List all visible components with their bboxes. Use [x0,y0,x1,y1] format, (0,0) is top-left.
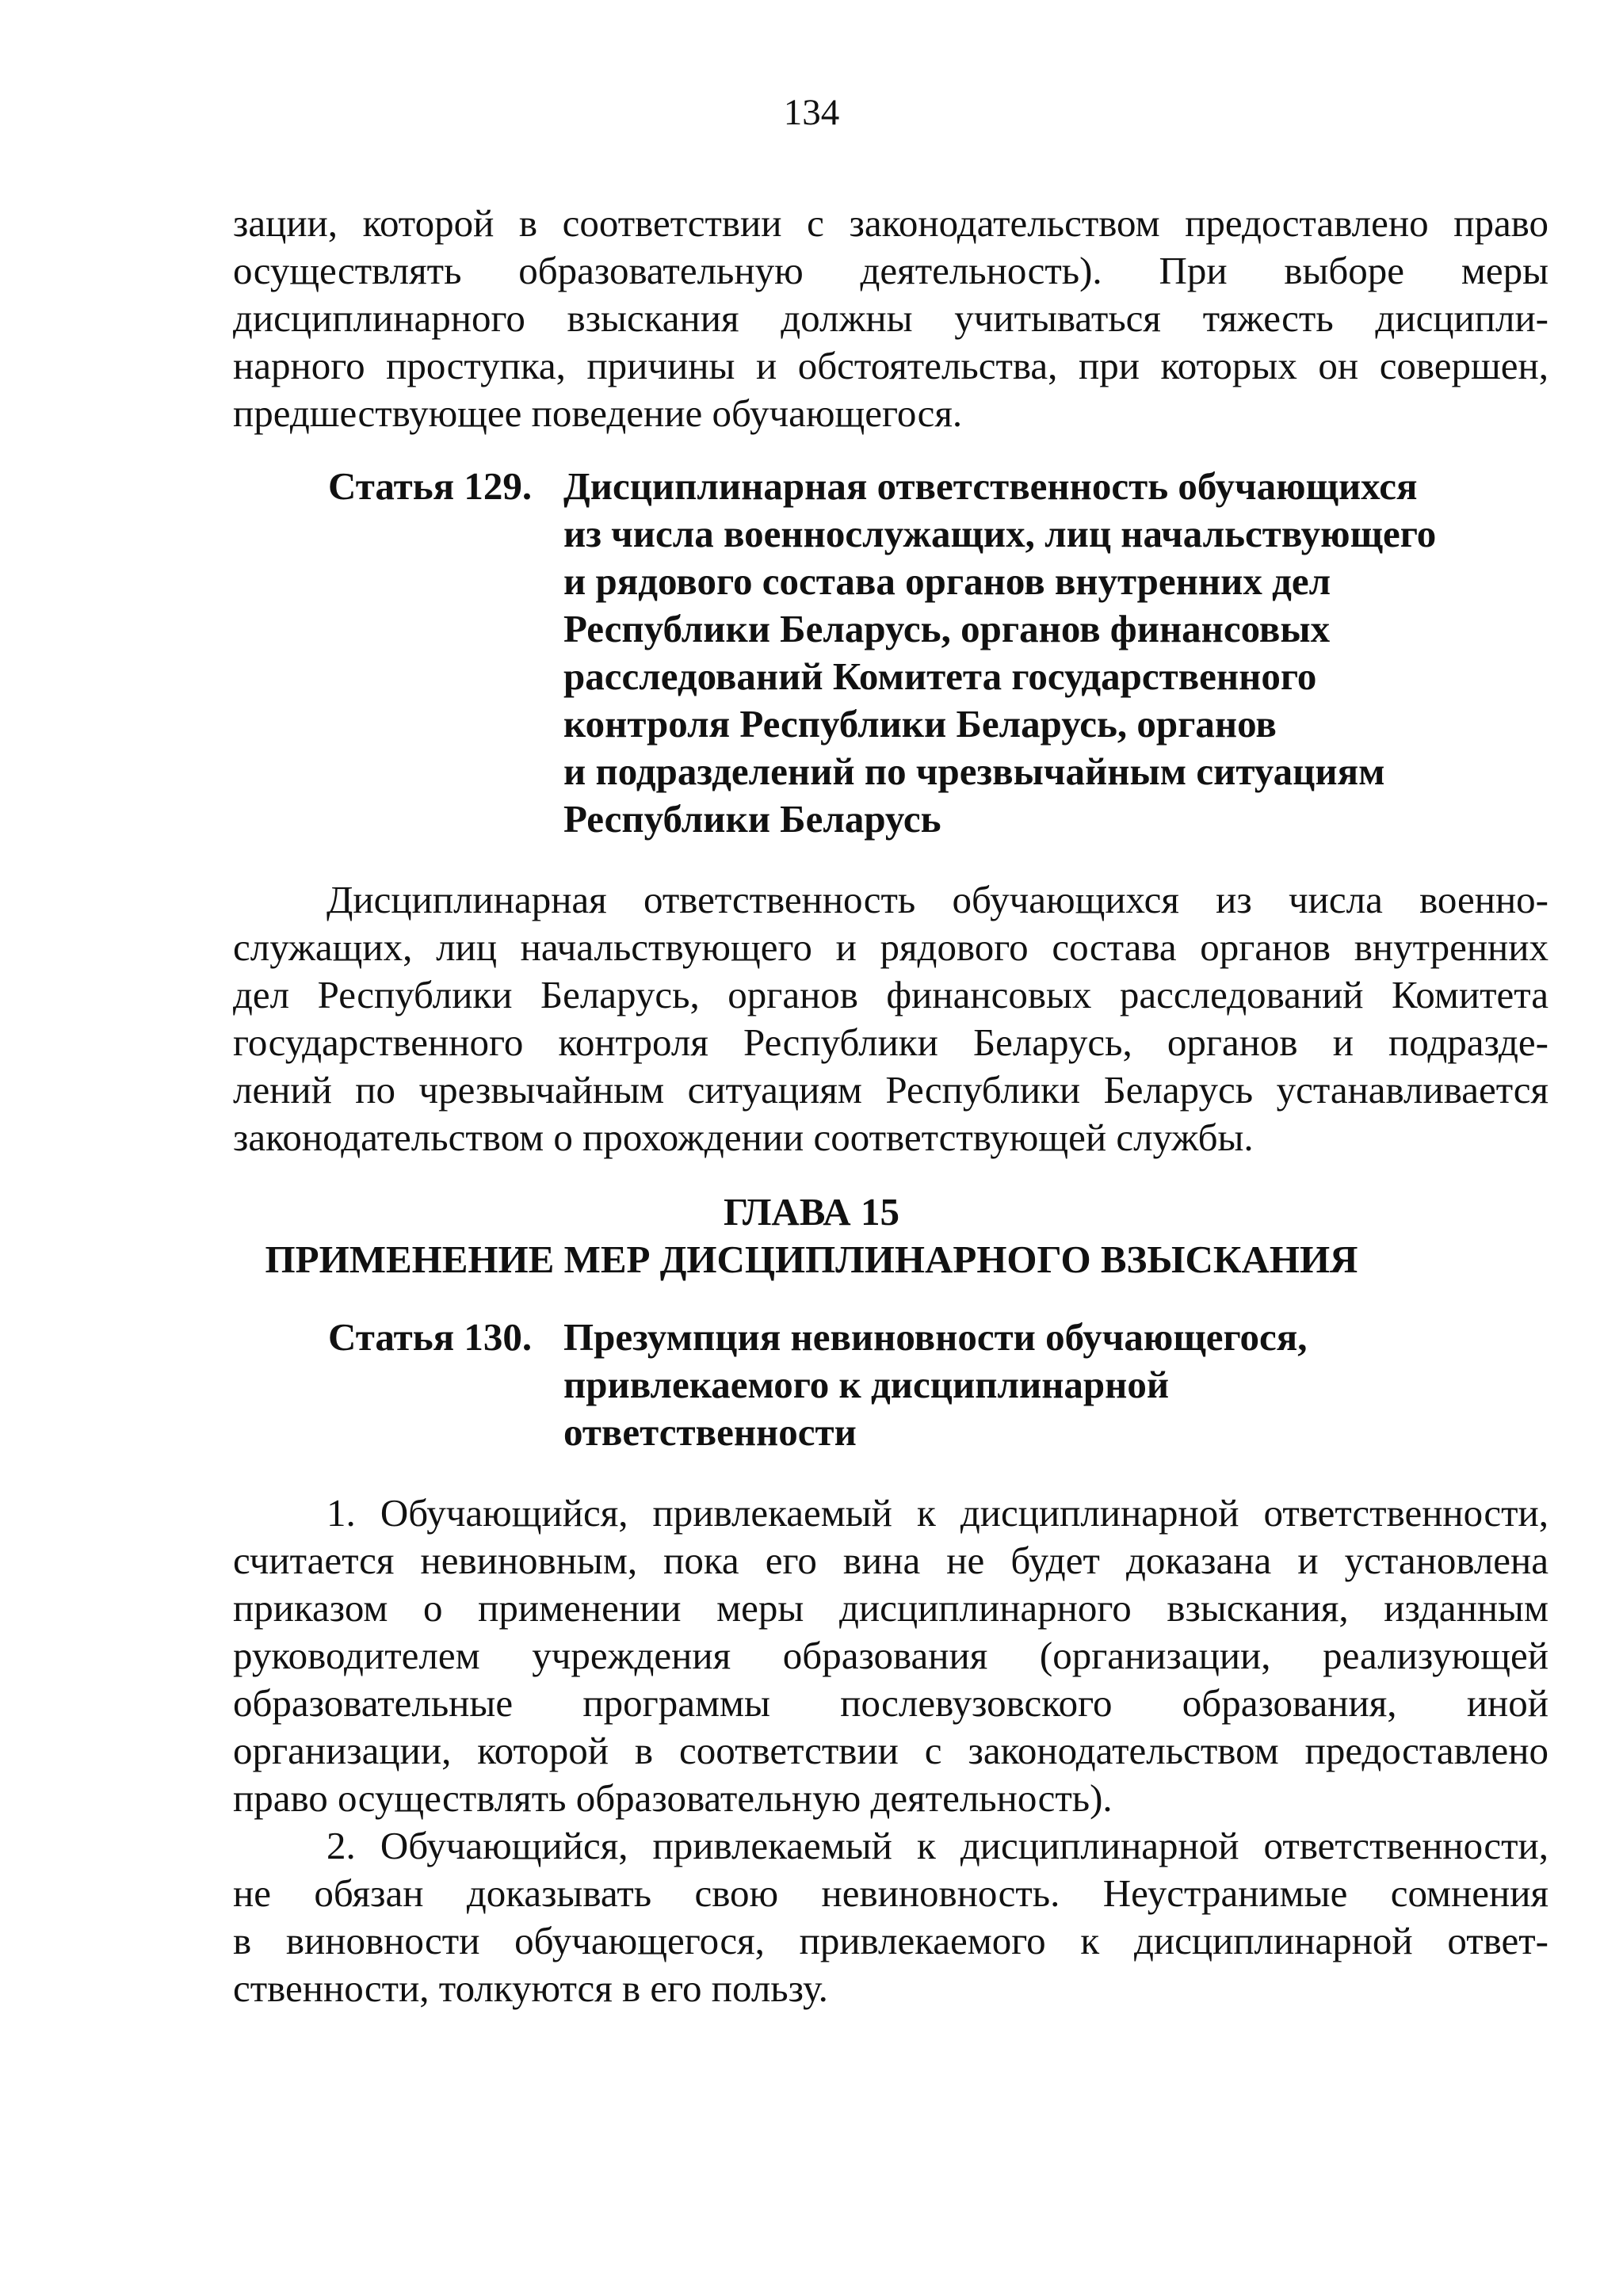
intro-line: осуществлять образовательную деятельность). При выборе меры [233,249,1549,292]
article-130-point-2-line: 2. Обучающийся, привлекаемый к дисциплинарной ответственности, [327,1824,1549,1867]
article-129-title-line: расследований Комитета государственного [563,654,1317,698]
article-129-body-line: дел Республики Беларусь, органов финансовых расследований Комитета [233,973,1549,1016]
intro-line: нарного проступка, причины и обстоятельства, при которых он совершен, [233,344,1549,387]
chapter-title: ПРИМЕНЕНИЕ МЕР ДИСЦИПЛИНАРНОГО ВЗЫСКАНИЯ [265,1238,1358,1281]
intro-line: дисциплинарного взыскания должны учитываться тяжесть дисципли- [233,296,1549,340]
article-130-title-line: Презумпция невиновности обучающегося, [563,1315,1308,1359]
intro-line: предшествующее поведение обучающегося. [233,391,963,435]
article-129-body-line: служащих, лиц начальствующего и рядового состава органов внутренних [233,925,1549,969]
article-129-title-line: и рядового состава органов внутренних дел [563,559,1331,603]
article-129-title-line: Республики Беларусь, органов финансовых [563,607,1331,650]
article-130-label: Статья 130. [328,1315,533,1359]
intro-line: зации, которой в соответствии с законодательством предоставлено право [233,201,1549,245]
article-129-title-line: и подразделений по чрезвычайным ситуациям [563,749,1385,793]
article-129-body-line: государственного контроля Республики Беларусь, органов и подразде- [233,1020,1549,1064]
article-129-title-line: из числа военнослужащих, лиц начальствующего [563,512,1437,555]
article-129-body-line: Дисциплинарная ответственность обучающихся из числа военно- [327,878,1549,921]
article-130-point-1-line: организации, которой в соответствии с законодательством предоставлено [233,1729,1549,1772]
page-number: 134 [783,92,840,133]
article-130-title-line: ответственности [563,1410,857,1454]
article-130-title-line: привлекаемого к дисциплинарной [563,1363,1170,1406]
article-130-point-2-line: не обязан доказывать свою невиновность. Неустранимые сомнения [233,1871,1549,1915]
chapter-number: ГЛАВА 15 [724,1190,899,1234]
article-130-point-1-line: считается невиновным, пока его вина не будет доказана и установлена [233,1539,1549,1582]
article-130-point-1-line: право осуществлять образовательную деятельность). [233,1776,1113,1820]
article-129-label: Статья 129. [328,464,533,508]
article-130-point-1-line: руководителем учреждения образования (организации, реализующей [233,1634,1549,1677]
article-130-point-2-line: ственности, толкуются в его пользу. [233,1966,828,2010]
article-130-point-1-line: 1. Обучающийся, привлекаемый к дисциплинарной ответственности, [327,1491,1549,1535]
article-130-point-2-line: в виновности обучающегося, привлекаемого к дисциплинарной ответ- [233,1919,1549,1962]
article-130-point-1-line: приказом о применении меры дисциплинарного взыскания, изданным [233,1586,1549,1630]
article-129-body-line: лений по чрезвычайным ситуациям Республики Беларусь устанавливается [233,1068,1549,1112]
article-129-title-line: контроля Республики Беларусь, органов [563,702,1277,746]
article-129-title-line: Дисциплинарная ответственность обучающихся [563,464,1418,508]
article-129-title-line: Республики Беларусь [563,797,941,841]
article-129-body-line: законодательством о прохождении соответствующей службы. [233,1116,1254,1159]
article-130-point-1-line: образовательные программы послевузовского образования, иной [233,1681,1549,1725]
